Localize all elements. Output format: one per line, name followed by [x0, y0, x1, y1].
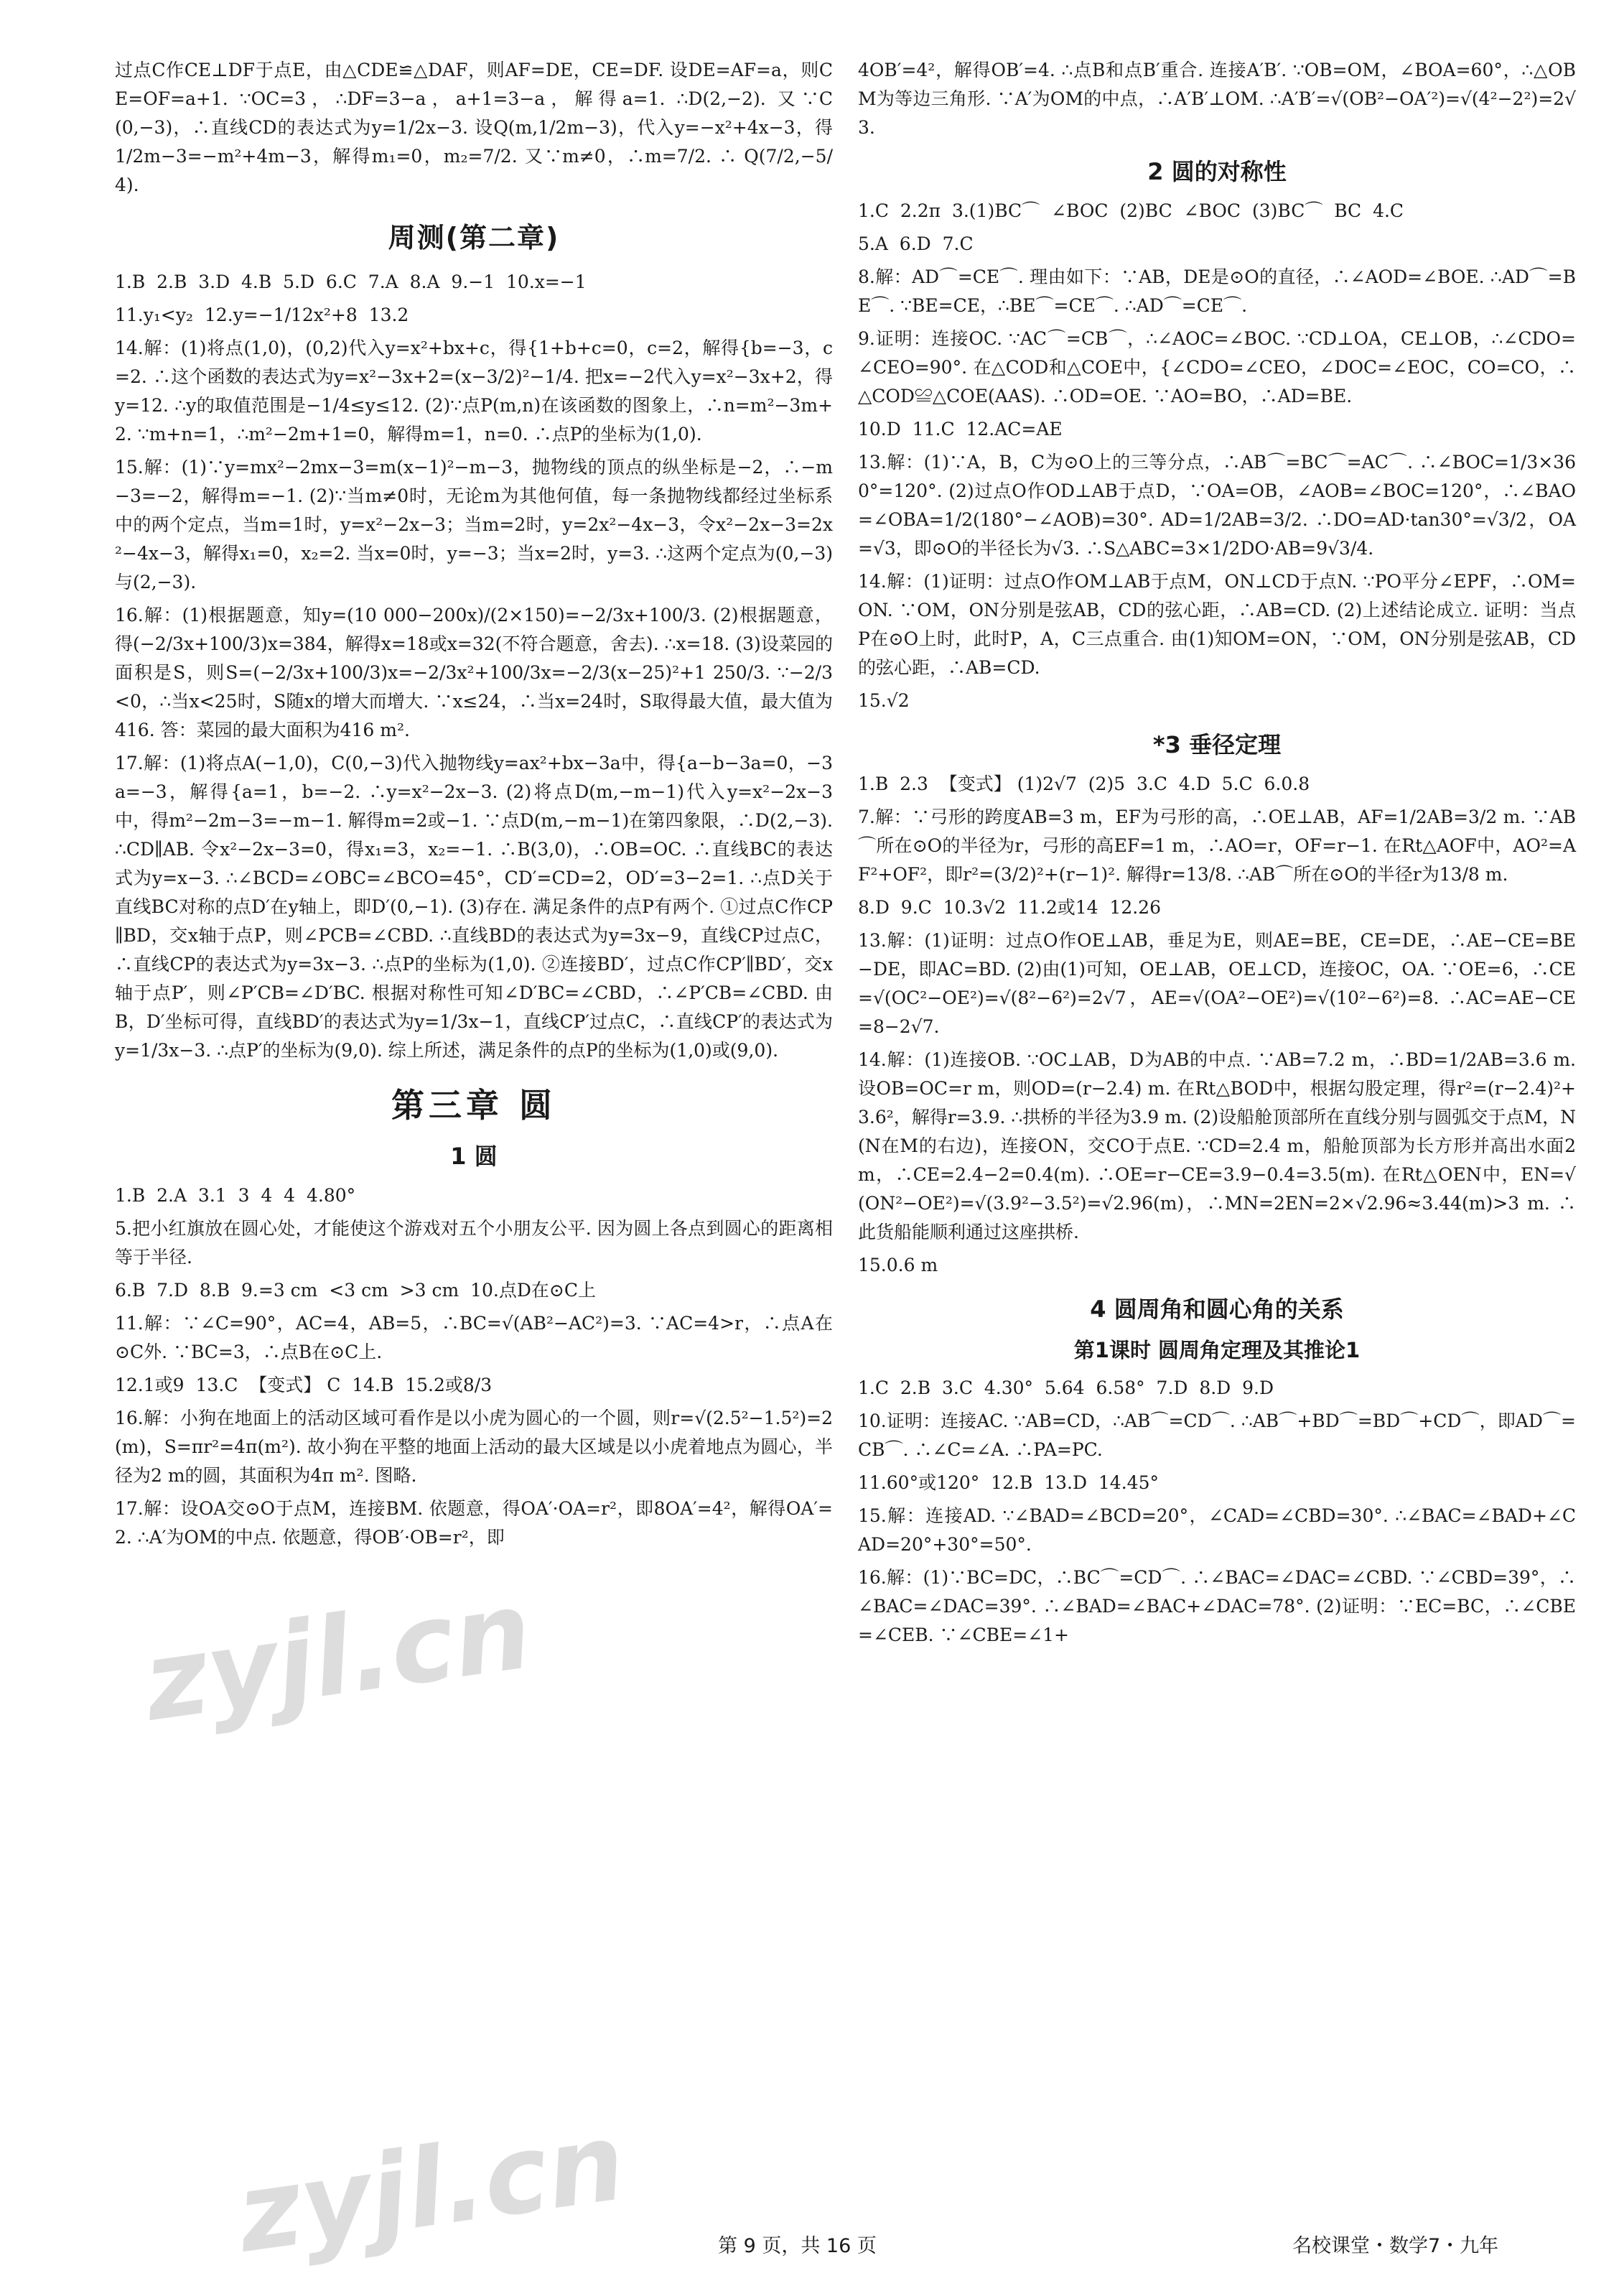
answer-line: 1.B 2.B 3.D 4.B 5.D 6.C 7.A 8.A 9.−1 10.x=−1 [115, 271, 587, 292]
left-column [115, 56, 839, 1556]
watermark-logo: zyjl.cn [136, 1568, 539, 1746]
section-heading-weekly: 周测(第二章) [388, 222, 560, 254]
answer-paragraph: 15.解：(1)∵y=mx²−2mx−3=m(x−1)²−m−3，抛物线的顶点的纵坐标是−2，∴−m−3=−2，解得m=−1. (2)∵当m≠0时，无论m为其他何值，每一条抛物线都经过坐标系中的两个定点，当m=1时，y=x²−2x−3；当m=2时，y=2x²−4x−3，令x²−2x−3=2x²−4x−3，解得x₁=0，x₂=2. 当x=0时，y=−3；当x=2时，y=3. ∴这两个定点为(0,−3)与(2,−3). [115, 457, 833, 592]
right-column [858, 56, 1582, 1654]
answer-paragraph: 8.解：AD⌒=CE⌒. 理由如下：∵AB，DE是⊙O的直径，∴∠AOD=∠BOE. ∴AD⌒=BE⌒. ∵BE=CE，∴BE⌒=CE⌒. ∴AD⌒=CE⌒. [858, 266, 1576, 316]
section-heading: 4 圆周角和圆心角的关系 [1090, 1296, 1344, 1323]
section-heading: *3 垂径定理 [1152, 731, 1282, 758]
answer-line: 1.C 2.2π 3.(1)BC⌒ ∠BOC (2)BC ∠BOC (3)BC⌒ BC 4.C [858, 200, 1404, 221]
chapter-heading: 第三章 圆 [391, 1086, 556, 1125]
answer-paragraph: 13.解：(1)证明：过点O作OE⊥AB，垂足为E，则AE=BE，CE=DE，∴AE−CE=BE−DE，即AC=BD. (2)由(1)可知，OE⊥AB，OE⊥CD，连接OC，OA. ∵OE=6，∴CE=√(OC²−OE²)=√(8²−6²)=2√7，AE=√(OA²−OE²)=√(10²−6²)=8. ∴AC=AE−CE=8−2√7. [858, 930, 1576, 1037]
answer-line: 11.y₁<y₂ 12.y=−1/12x²+8 13.2 [115, 305, 409, 325]
answer-paragraph: 17.解：设OA交⊙O于点M，连接BM. 依题意，得OA′·OA=r²，即8OA′=4²，解得OA′=2. ∴A′为OM的中点. 依题意，得OB′·OB=r²，即 [115, 1498, 833, 1548]
answer-paragraph: 7.解：∵弓形的跨度AB=3 m，EF为弓形的高，∴OE⊥AB，AF=1/2AB=3/2 m. ∵AB⌒所在⊙O的半径为r，弓形的高EF=1 m，∴AO=r，OF=r−1. 在Rt△AOF中，AO²=AF²+OF²，即r²=(3/2)²+(r−1)². 解得r=13/8. ∴AB⌒所在⊙O的半径r为13/8 m. [858, 807, 1576, 885]
section-heading: 1 圆 [450, 1143, 498, 1170]
page-number: 第 9 页，共 16 页 [718, 2235, 877, 2257]
answer-line: 11.60°或120° 12.B 13.D 14.45° [858, 1472, 1159, 1493]
answer-paragraph: 16.解：(1)∵BC=DC，∴BC⌒=CD⌒. ∴∠BAC=∠DAC=∠CBD. ∵∠CBD=39°，∴∠BAC=∠DAC=39°. ∴∠BAD=∠BAC+∠DAC=78°. (2)证明：∵EC=BC，∴∠CBE=∠CEB. ∵∠CBE=∠1+ [858, 1567, 1576, 1645]
answer-line: 8.D 9.C 10.3√2 11.2或14 12.26 [858, 897, 1161, 918]
answer-paragraph: 5.把小红旗放在圆心处，才能使这个游戏对五个小朋友公平. 因为圆上各点到圆心的距离相等于半径. [115, 1218, 833, 1268]
answer-paragraph: 17.解：(1)将点A(−1,0)，C(0,−3)代入抛物线y=ax²+bx−3a中，得{a−b−3a=0，−3a=−3，解得{a=1，b=−2. ∴y=x²−2x−3. (2)将点D(m,−m−1)代入y=x²−2x−3中，得m²−2m−3=−m−1. 解得m=2或−1. ∵点D(m,−m−1)在第四象限，∴D(2,−3). ∴CD∥AB. 令x²−2x−3=0，得x₁=3，x₂=−1. ∴B(3,0)，∴OB=OC. ∴直线BC的表达式为y=x−3. ∴∠BCD=∠OBC=∠BCO=45°，CD′=CD=2，OD′=3−2=1. ∴点D关于直线BC对称的点D′在y轴上，即D′(0,−1). (3)存在. 满足条件的点P有两个. ①过点C作CP∥BD，交x轴于点P，则∠PCB=∠CBD. ∴直线BD的表达式为y=3x−9，直线CP过点C，∴直线CP的表达式为y=3x−3. ∴点P的坐标为(1,0). ②连接BD′，过点C作CP′∥BD′，交x轴于点P′，则∠P′CB=∠D′BC. 根据对称性可知∠D′BC=∠CBD，∴∠P′CB=∠CBD. 由B，D′坐标可得，直线BD′的表达式为y=1/3x−1，直线CP′过点C，∴直线CP′的表达式为y=1/3x−3. ∴点P′的坐标为(9,0). 综上所述，满足条件的点P的坐标为(1,0)或(9,0). [115, 753, 839, 1061]
answer-line: 10.D 11.C 12.AC=AE [858, 419, 1063, 440]
answer-line: 5.A 6.D 7.C [858, 233, 974, 254]
answer-paragraph: 16.解：小狗在地面上的活动区域可看作是以小虎为圆心的一个圆，则r=√(2.5²−1.5²)=2(m)，S=πr²=4π(m²). 故小狗在平整的地面上活动的最大区域是以小虎着地点为圆心，半径为2 m的圆，其面积为4π m². 图略. [115, 1408, 833, 1486]
answer-paragraph: 13.解：(1)∵A，B，C为⊙O上的三等分点，∴AB⌒=BC⌒=AC⌒. ∴∠BOC=1/3×360°=120°. (2)过点O作OD⊥AB于点D，∵OA=OB，∠AOB=∠BOC=120°，∴∠BAO=∠OBA=1/2(180°−∠AOB)=30°. AD=1/2AB=3/2. ∴DO=AD·tan30°=√3/2，OA=√3，即⊙O的半径长为√3. ∴S△ABC=3×1/2DO·AB=9√3/4. [858, 452, 1576, 559]
answer-paragraph: 4OB′=4²，解得OB′=4. ∴点B和点B′重合. 连接A′B′. ∵OB=OM，∠BOA=60°，∴△OBM为等边三角形. ∵A′为OM的中点，∴A′B′⊥OM. ∴A′B′=√(OB²−OA′²)=√(4²−2²)=2√3. [858, 60, 1576, 138]
answer-paragraph: 15.解：连接AD. ∵∠BAD=∠BCD=20°，∠CAD=∠CBD=30°. ∴∠BAC=∠BAD+∠CAD=20°+30°=50°. [858, 1505, 1576, 1555]
answer-line: 6.B 7.D 8.B 9.=3 cm <3 cm >3 cm 10.点D在⊙C上 [115, 1280, 596, 1301]
answer-line: 15.0.6 m [858, 1255, 938, 1275]
answer-paragraph: 过点C作CE⊥DF于点E，由△CDE≌△DAF，则AF=DE，CE=DF. 设DE=AF=a，则CE=OF=a+1. ∵OC=3，∴DF=3−a，a+1=3−a，解得a=1. ∴D(2,−2). 又∵C(0,−3)，∴直线CD的表达式为y=1/2x−3. 设Q(m,1/2m−3)，代入y=−x²+4x−3，得1/2m−3=−m²+4m−3，解得m₁=0，m₂=7/2. 又∵m≠0，∴m=7/2. ∴ Q(7/2,−5/4). [115, 60, 833, 195]
answer-line: 12.1或9 13.C 【变式】 C 14.B 15.2或8/3 [115, 1375, 493, 1395]
answer-paragraph: 14.解：(1)将点(1,0)，(0,2)代入y=x²+bx+c，得{1+b+c=0，c=2，解得{b=−3，c=2. ∴这个函数的表达式为y=x²−3x+2=(x−3/2)²−1/4. 把x=−2代入y=x²−3x+2，得y=12. ∴y的取值范围是−1/4≤y≤12. (2)∵点P(m,n)在该函数的图象上，∴n=m²−3m+2. ∵m+n=1，∴m²−2m+1=0，解得m=1，n=0. ∴点P的坐标为(1,0). [115, 338, 833, 445]
answer-paragraph: 9.证明：连接OC. ∵AC⌒=CB⌒，∴∠AOC=∠BOC. ∵CD⊥OA，CE⊥OB，∴∠CDO=∠CEO=90°. 在△COD和△COE中，{∠CDO=∠CEO，∠DOC=∠EOC，CO=CO，∴△COD≌△COE(AAS). ∴OD=OE. ∵AO=BO，∴AD=BE. [858, 328, 1576, 406]
answer-line: 1.C 2.B 3.C 4.30° 5.64 6.58° 7.D 8.D 9.D [858, 1377, 1274, 1398]
lesson-heading: 第1课时 圆周角定理及其推论1 [1073, 1338, 1361, 1362]
answer-paragraph: 14.解：(1)连接OB. ∵OC⊥AB，D为AB的中点. ∵AB=7.2 m，∴BD=1/2AB=3.6 m. 设OB=OC=r m，则OD=(r−2.4) m. 在Rt△BOD中，根据勾股定理，得r²=(r−2.4)²+3.6²，解得r=3.9. ∴拱桥的半径为3.9 m. (2)设船舱顶部所在直线分别与圆弧交于点M，N(N在M的右边)，连接ON，交CO于点E. ∵CD=2.4 m，船舱顶部为长方形并高出水面2 m，∴CE=2.4−2=0.4(m). ∴OE=r−CE=3.9−0.4=3.5(m). 在Rt△OEN中，EN=√(ON²−OE²)=√(3.9²−3.5²)=√2.96(m)，∴MN=2EN=2×√2.96≈3.44(m)>3 m. ∴此货船能顺利通过这座拱桥. [858, 1049, 1582, 1242]
answer-line: 15.√2 [858, 690, 910, 711]
answer-paragraph: 10.证明：连接AC. ∵AB=CD，∴AB⌒=CD⌒. ∴AB⌒+BD⌒=BD⌒+CD⌒，即AD⌒=CB⌒. ∴∠C=∠A. ∴PA=PC. [858, 1410, 1576, 1460]
answer-line: 1.B 2.A 3.1 3 4 4 4.80° [115, 1185, 356, 1206]
book-title: 名校课堂・数学7・九年 [1292, 2235, 1499, 2257]
watermark-logo: zyjl.cn [230, 2099, 633, 2277]
answer-paragraph: 16.解：(1)根据题意，知y=(10 000−200x)/(2×150)=−2/3x+100/3. (2)根据题意，得(−2/3x+100/3)x=384，解得x=18或x=32(不符合题意，舍去). ∴x=18. (3)设菜园的面积是S，则S=(−2/3x+100/3)x=−2/3x²+100/3x=−2/3(x−25)²+1 250/3. ∵−2/3<0，∴当x<25时，S随x的增大而增大. ∵x≤24，∴当x=24时，S取得最大值，最大值为416. 答：菜园的最大面积为416 m². [115, 605, 833, 740]
section-heading: 2 圆的对称性 [1147, 158, 1287, 185]
answer-paragraph: 14.解：(1)证明：过点O作OM⊥AB于点M，ON⊥CD于点N. ∵PO平分∠EPF，∴OM=ON. ∵OM，ON分别是弦AB，CD的弦心距，∴AB=CD. (2)上述结论成立. 证明：当点P在⊙O上时，此时P，A，C三点重合. 由(1)知OM=ON，∵OM，ON分别是弦AB，CD的弦心距，∴AB=CD. [858, 571, 1576, 678]
answer-line: 1.B 2.3 【变式】 (1)2√7 (2)5 3.C 4.D 5.C 6.0.8 [858, 773, 1310, 794]
answer-paragraph: 11.解：∵∠C=90°，AC=4，AB=5，∴BC=√(AB²−AC²)=3. ∵AC=4>r，∴点A在⊙C外. ∵BC=3，∴点B在⊙C上. [115, 1313, 833, 1362]
